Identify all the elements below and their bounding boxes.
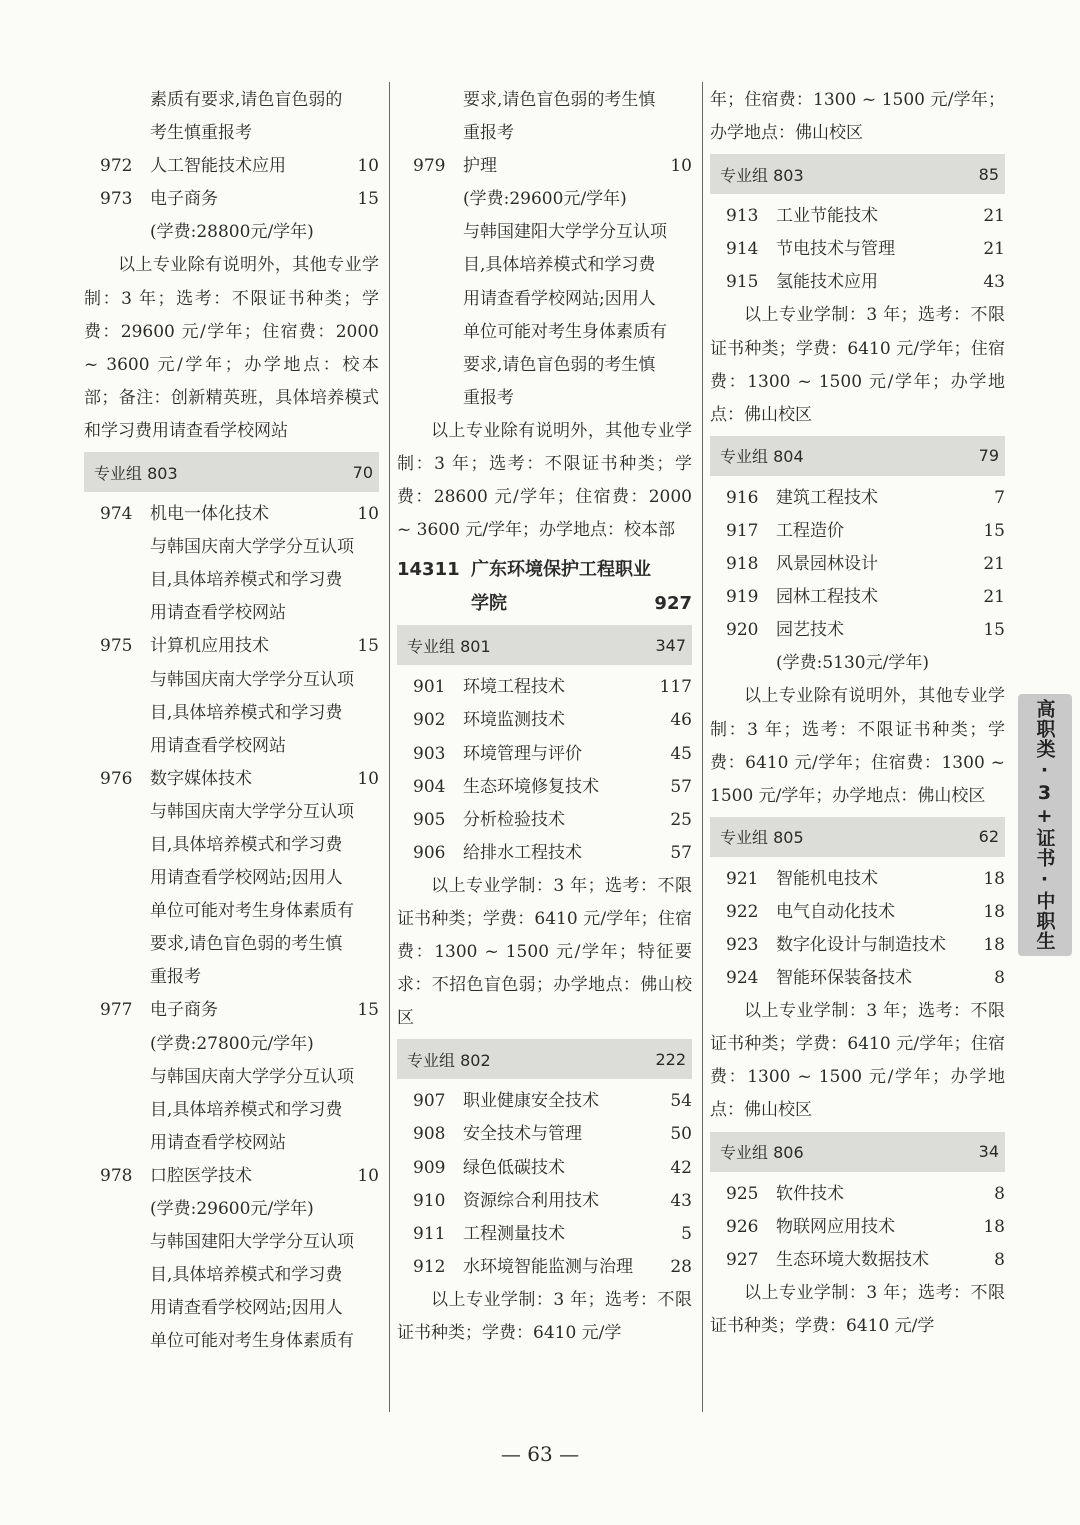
major-row [710, 200, 1005, 233]
major-count: 57 [670, 776, 692, 797]
major-count: 43 [983, 272, 1005, 293]
group-header: 专业组 803 85 [710, 154, 1005, 194]
group-notes: 以上专业学制：3 年；选考：不限证书种类；学费：6410 元/学 [710, 1282, 1005, 1336]
text-line: 单位可能对考生身体素质有 [150, 901, 354, 922]
text-line: 重报考 [150, 967, 201, 988]
major-count: 8 [994, 1249, 1005, 1270]
major-code: 917 [726, 520, 759, 541]
text-line: 与韩国庆南大学学分互认项 [150, 537, 354, 558]
major-code: 978 [100, 1165, 133, 1186]
text-line: 目,具体培养模式和学习费 [150, 570, 343, 591]
group-header: 专业组 804 79 [710, 436, 1005, 476]
text-line: 与韩国建阳大学学分互认项 [463, 222, 667, 243]
group-notes: 以上专业学制：3 年；选考：不限证书种类；学费：6410 元/学年；住宿费：1300 ~ 1500 元/学年；特征要求：不招色盲色弱；办学地点：佛山校区 [397, 875, 692, 1029]
major-list [397, 671, 692, 870]
major-name: 电子商务 [150, 1000, 218, 1021]
major-code: 927 [726, 1249, 759, 1270]
major-row [710, 266, 1005, 299]
major-row [397, 837, 692, 870]
major-count: 21 [983, 206, 1005, 227]
major-code: 925 [726, 1183, 759, 1204]
major-name: 职业健康安全技术 [463, 1091, 599, 1112]
text-line: 用请查看学校网站;因用人 [150, 1298, 343, 1319]
major-count: 15 [983, 520, 1005, 541]
column-2 [397, 84, 692, 1350]
major-count: 21 [983, 239, 1005, 260]
major-name: 安全技术与管理 [463, 1124, 582, 1145]
text-line: 目,具体培养模式和学习费 [150, 834, 343, 855]
major-note [84, 664, 379, 763]
major-name: 机电一体化技术 [150, 504, 269, 525]
major-row [397, 1251, 692, 1284]
major-row [710, 1211, 1005, 1244]
continuation-text [397, 84, 692, 150]
column-3 [710, 84, 1005, 1343]
major-code: 912 [413, 1256, 446, 1277]
group-notes: 以上专业学制：3 年；选考：不限证书种类；学费：6410 元/学年；住宿费：1300 ~ 1500 元/学年；办学地点：佛山校区 [710, 305, 1005, 425]
text-line: 与韩国庆南大学学分互认项 [150, 1066, 354, 1087]
major-name: 环境管理与评价 [463, 743, 582, 764]
school-quota: 927 [654, 593, 692, 615]
school-name: 广东环境保护工程职业学院 [471, 559, 651, 615]
major-list [397, 1085, 692, 1284]
major-name: 建筑工程技术 [776, 487, 878, 508]
major-row [84, 150, 379, 183]
major-code: 901 [413, 677, 446, 698]
major-code: 974 [100, 504, 133, 525]
major-count: 21 [983, 554, 1005, 575]
group-header: 专业组 805 62 [710, 817, 1005, 857]
major-code: 923 [726, 934, 759, 955]
text-line: 用请查看学校网站 [150, 603, 286, 624]
major-name: 工程测量技术 [463, 1223, 565, 1244]
text-line: 要求,请色盲色弱的考生慎 [463, 90, 656, 110]
group-notes: 以上专业学制：3 年；选考：不限证书种类；学费：6410 元/学 [397, 1289, 692, 1343]
continuation-text [84, 84, 379, 150]
major-code: 977 [100, 1000, 133, 1021]
major-row [397, 150, 692, 183]
major-name: 人工智能技术应用 [150, 156, 286, 177]
major-code: 979 [413, 156, 446, 177]
major-name: 口腔医学技术 [150, 1165, 252, 1186]
major-code: 913 [726, 206, 759, 227]
major-code: 903 [413, 743, 446, 764]
text-line: 与韩国庆南大学学分互认项 [150, 801, 354, 822]
major-name: 环境监测技术 [463, 710, 565, 731]
text-line: (学费:29600元/学年) [150, 1199, 314, 1219]
major-count: 15 [357, 636, 379, 657]
major-count: 18 [983, 934, 1005, 955]
major-row [710, 482, 1005, 515]
major-code: 905 [413, 809, 446, 830]
major-row [710, 929, 1005, 962]
major-note [84, 1193, 379, 1358]
tuition-note: (学费:28800元/学年) [150, 222, 314, 243]
text-line: 与韩国庆南大学学分互认项 [150, 669, 354, 690]
major-name: 智能环保装备技术 [776, 968, 912, 989]
group-notes: 以上专业学制：3 年；选考：不限证书种类；学费：6410 元/学年；住宿费：1300 ~ 1500 元/学年；办学地点：佛山校区 [710, 1001, 1005, 1121]
major-row [710, 614, 1005, 647]
major-list [710, 482, 1005, 647]
major-name: 园林工程技术 [776, 587, 878, 608]
major-code: 914 [726, 239, 759, 260]
text-line: 用请查看学校网站;因用人 [463, 288, 656, 309]
major-code: 924 [726, 968, 759, 989]
major-count: 18 [983, 901, 1005, 922]
major-count: 57 [670, 842, 692, 863]
major-row [710, 1244, 1005, 1277]
school-header [397, 553, 692, 621]
text-line: 重报考 [463, 123, 514, 144]
major-row [397, 671, 692, 704]
major-name: 电气自动化技术 [776, 901, 895, 922]
text-line: 单位可能对考生身体素质有 [463, 321, 667, 342]
major-code: 910 [413, 1190, 446, 1211]
major-row [710, 863, 1005, 896]
text-line: 重报考 [463, 387, 514, 408]
major-code: 909 [413, 1157, 446, 1178]
major-row [397, 738, 692, 771]
major-count: 10 [357, 156, 379, 177]
major-name: 园艺技术 [776, 620, 844, 641]
major-list [710, 200, 1005, 299]
major-count: 117 [659, 677, 692, 698]
major-code: 916 [726, 487, 759, 508]
major-row [84, 1160, 379, 1193]
major-name: 节电技术与管理 [776, 239, 895, 260]
major-count: 46 [670, 710, 692, 731]
major-code: 904 [413, 776, 446, 797]
text-line: 素质有要求,请色盲色弱的 [150, 90, 343, 110]
major-name: 电子商务 [150, 189, 218, 210]
major-name: 水环境智能监测与治理 [463, 1256, 633, 1277]
group-header: 专业组 802 222 [397, 1039, 692, 1079]
major-count: 15 [357, 189, 379, 210]
major-note [84, 1028, 379, 1160]
group-notes: 以上专业除有说明外，其他专业学制：3 年；选考：不限证书种类；学费：29600 元/学年；住宿费：2000 ~ 3600 元/学年；办学地点：校本部；备注：创新精英班，具体培养模式和学习费用请查看学校网站 [84, 255, 379, 441]
column-divider-2 [702, 82, 703, 1412]
major-row [397, 704, 692, 737]
major-row [710, 581, 1005, 614]
major-row [397, 804, 692, 837]
major-entry [84, 763, 379, 796]
major-list [710, 1178, 1005, 1277]
text-line: 与韩国建阳大学学分互认项 [150, 1232, 354, 1253]
major-name: 智能机电技术 [776, 868, 878, 889]
column-1 [84, 84, 379, 1358]
major-count: 42 [670, 1157, 692, 1178]
major-code: 921 [726, 868, 759, 889]
major-note [84, 796, 379, 995]
major-code: 919 [726, 587, 759, 608]
major-row [397, 1085, 692, 1118]
side-tab: 高职类·3+证书·中职生 [1018, 694, 1072, 956]
text-line: 目,具体培养模式和学习费 [150, 1099, 343, 1120]
major-code: 976 [100, 768, 133, 789]
major-name: 给排水工程技术 [463, 842, 582, 863]
major-count: 10 [670, 156, 692, 177]
major-row [397, 1185, 692, 1218]
major-list [84, 150, 379, 216]
page-number: — 63 — [500, 1442, 580, 1466]
text-line: 用请查看学校网站 [150, 735, 286, 756]
text-line: 要求,请色盲色弱的考生慎 [150, 934, 343, 955]
major-code: 922 [726, 901, 759, 922]
major-note [397, 183, 692, 415]
major-count: 5 [681, 1223, 692, 1244]
major-count: 45 [670, 743, 692, 764]
major-count: 8 [994, 1183, 1005, 1204]
major-count: 10 [357, 1165, 379, 1186]
major-row [397, 1118, 692, 1151]
major-count: 8 [994, 968, 1005, 989]
major-code: 908 [413, 1124, 446, 1145]
major-name: 氢能技术应用 [776, 272, 878, 293]
major-code: 918 [726, 554, 759, 575]
group-notes: 以上专业除有说明外，其他专业学制：3 年；选考：不限证书种类；学费：6410 元/学年；住宿费：1300 ~ 1500 元/学年；办学地点：佛山校区 [710, 686, 1005, 806]
group-header: 专业组 801 347 [397, 625, 692, 665]
major-row [84, 994, 379, 1027]
major-list [710, 863, 1005, 995]
major-entry [84, 630, 379, 663]
major-row [710, 896, 1005, 929]
major-code: 972 [100, 156, 133, 177]
major-code: 915 [726, 272, 759, 293]
major-row [710, 962, 1005, 995]
major-count: 43 [670, 1190, 692, 1211]
major-name: 数字化设计与制造技术 [776, 934, 946, 955]
major-row [710, 1178, 1005, 1211]
major-code: 975 [100, 636, 133, 657]
major-row [397, 1152, 692, 1185]
major-row [710, 515, 1005, 548]
major-row [84, 630, 379, 663]
text-line: 目,具体培养模式和学习费 [150, 702, 343, 723]
major-name: 数字媒体技术 [150, 768, 252, 789]
group-header: 专业组 803 70 [84, 452, 379, 492]
text-line: 用请查看学校网站 [150, 1132, 286, 1153]
major-name: 风景园林设计 [776, 554, 878, 575]
major-code: 906 [413, 842, 446, 863]
continuation-text: 年；住宿费：1300 ~ 1500 元/学年；办学地点：佛山校区 [710, 90, 1005, 144]
text-line: (学费:29600元/学年) [463, 189, 627, 210]
major-count: 10 [357, 504, 379, 525]
major-row [84, 498, 379, 531]
text-line: 目,具体培养模式和学习费 [150, 1265, 343, 1286]
major-entry [84, 994, 379, 1027]
major-code: 926 [726, 1216, 759, 1237]
major-row [710, 233, 1005, 266]
major-name: 绿色低碳技术 [463, 1157, 565, 1178]
major-name: 资源综合利用技术 [463, 1190, 599, 1211]
major-code: 907 [413, 1091, 446, 1112]
major-code: 920 [726, 620, 759, 641]
major-code: 902 [413, 710, 446, 731]
major-count: 7 [994, 487, 1005, 508]
major-count: 25 [670, 809, 692, 830]
major-count: 18 [983, 1216, 1005, 1237]
group-notes: 以上专业除有说明外，其他专业学制：3 年；选考：不限证书种类；学费：28600 元/学年；住宿费：2000 ~ 3600 元/学年；办学地点：校本部 [397, 420, 692, 541]
major-note [84, 531, 379, 630]
major-name: 软件技术 [776, 1183, 844, 1204]
major-name: 计算机应用技术 [150, 636, 269, 657]
major-name: 生态环境修复技术 [463, 776, 599, 797]
group-header: 专业组 806 34 [710, 1132, 1005, 1172]
school-code: 14311 [397, 559, 460, 581]
major-name: 工业节能技术 [776, 206, 878, 227]
major-name: 护理 [463, 156, 497, 177]
major-name: 分析检验技术 [463, 809, 565, 830]
major-entry [84, 498, 379, 531]
tuition-note: (学费:5130元/学年) [776, 653, 929, 674]
text-line: 目,具体培养模式和学习费 [463, 255, 656, 276]
column-divider-1 [389, 82, 390, 1412]
major-count: 54 [670, 1091, 692, 1112]
major-count: 50 [670, 1124, 692, 1145]
major-code: 973 [100, 189, 133, 210]
major-count: 28 [670, 1256, 692, 1277]
major-code: 911 [413, 1223, 446, 1244]
major-name: 物联网应用技术 [776, 1216, 895, 1237]
text-line: 用请查看学校网站;因用人 [150, 868, 343, 889]
major-count: 21 [983, 587, 1005, 608]
text-line: 考生慎重报考 [150, 123, 252, 144]
major-row [84, 183, 379, 216]
major-count: 15 [983, 620, 1005, 641]
major-row [397, 771, 692, 804]
major-entry [84, 1160, 379, 1193]
major-count: 18 [983, 868, 1005, 889]
major-row [710, 548, 1005, 581]
major-entry [397, 150, 692, 183]
text-line: (学费:27800元/学年) [150, 1033, 314, 1054]
major-row [397, 1218, 692, 1251]
major-name: 工程造价 [776, 520, 844, 541]
major-row [84, 763, 379, 796]
text-line: 单位可能对考生身体素质有 [150, 1331, 354, 1352]
major-count: 10 [357, 768, 379, 789]
major-count: 15 [357, 1000, 379, 1021]
text-line: 要求,请色盲色弱的考生慎 [463, 354, 656, 375]
major-name: 环境工程技术 [463, 677, 565, 698]
major-name: 生态环境大数据技术 [776, 1249, 929, 1270]
